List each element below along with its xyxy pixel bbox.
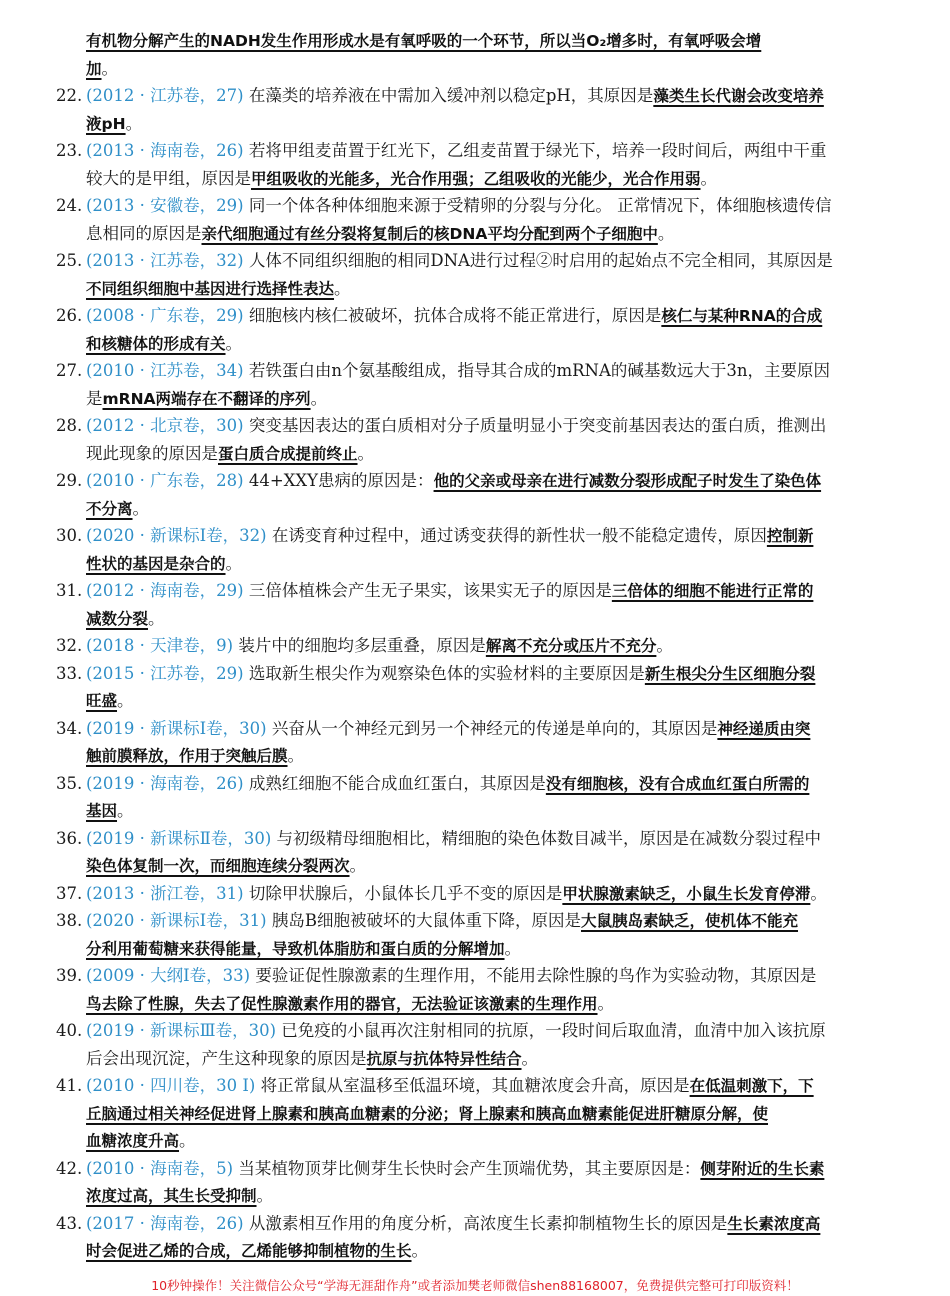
text-line: [56, 1100, 892, 1128]
question-text: 。: [700, 168, 718, 188]
question-number: 42.: [56, 1158, 83, 1178]
question-text: 。: [287, 746, 305, 765]
question-item: [56, 715, 892, 770]
answer-text: 丘脑通过相关神经促进肾上腺素和胰高血糖素的分泌；肾上腺素和胰高血糖素能促进肝糖原分解，使: [86, 1104, 769, 1123]
question-number: 35.: [56, 773, 83, 793]
question-number: 36.: [56, 828, 83, 848]
answer-text: 解离不充分或压片不充分: [485, 637, 657, 655]
text-line: [56, 302, 892, 330]
question-number: 24.: [56, 196, 83, 215]
question-item: [56, 82, 892, 137]
question-text: 。: [521, 1048, 539, 1068]
question-number: 25.: [56, 251, 83, 270]
answer-text: 分利用葡萄糖来获得能量，导致机体脂肪和蛋白质的分解增加: [86, 939, 505, 958]
question-item: [56, 357, 892, 412]
text-line: [56, 660, 892, 688]
text-line: [56, 1127, 892, 1155]
question-text: 兴奋从一个神经元到另一个神经元的传递是单向的，其原因是: [266, 718, 718, 738]
question-text: 。: [810, 883, 827, 903]
question-text: 。: [125, 113, 143, 133]
answer-text: 旺盛: [86, 692, 118, 710]
source-citation: (2019 · 海南卷，26): [86, 773, 244, 793]
text-line: [56, 220, 892, 248]
question-item: [56, 192, 892, 247]
question-number: 41.: [56, 1076, 83, 1095]
question-text: 切除甲状腺后，小鼠体长几乎不变的原因是: [243, 883, 563, 903]
answer-text: 新生根尖分生区细胞分裂: [644, 664, 816, 683]
text-line: [86, 55, 892, 83]
question-item: [56, 247, 892, 302]
answer-text: 抗原与抗体特异性结合: [366, 1049, 522, 1068]
question-number: 43.: [56, 1213, 83, 1233]
source-citation: (2013 · 海南卷，26): [86, 141, 244, 160]
source-citation: (2008 · 广东卷，29): [86, 306, 244, 325]
question-number: 28.: [56, 416, 83, 435]
question-number: 27.: [56, 361, 83, 380]
source-citation: (2010 · 四川卷，30 Ⅰ): [86, 1076, 256, 1095]
source-citation: (2010 · 广东卷，28): [86, 471, 244, 490]
source-citation: (2009 · 大纲Ⅰ卷，33): [86, 966, 251, 985]
question-number: 34.: [56, 718, 83, 738]
question-text: 在诱变育种过程中，通过诱变获得的新性状一般不能稳定遗传，原因: [266, 526, 767, 545]
answer-text: 没有细胞核，没有合成血红蛋白所需的: [545, 774, 810, 793]
text-line: [56, 605, 892, 633]
question-text: 与初级精母细胞相比，精细胞的染色体数目减半，原因是在减数分裂过程中: [271, 828, 822, 848]
question-item: [56, 632, 892, 660]
source-citation: (2017 · 海南卷，26): [86, 1213, 244, 1233]
text-line: [56, 412, 892, 440]
question-text: 细胞核内核仁被破坏，抗体合成将不能正常进行，原因是: [243, 306, 662, 325]
question-text: 。: [310, 388, 328, 408]
question-text: 。: [117, 691, 134, 710]
question-item: [56, 962, 892, 1017]
question-number: 32.: [56, 636, 83, 655]
question-item: [56, 1155, 892, 1210]
question-text: 。: [179, 1131, 196, 1150]
question-text: 装片中的细胞均多层重叠，原因是: [233, 636, 486, 655]
answer-text: 三倍体的细胞不能进行正常的: [611, 582, 814, 600]
source-citation: (2019 · 新课标Ⅲ卷，30): [86, 1021, 277, 1040]
text-line: [56, 770, 892, 798]
text-line: [56, 275, 892, 303]
question-item: [56, 302, 892, 357]
answer-text: 甲状腺激素缺乏，小鼠生长发育停滞: [562, 884, 811, 903]
source-citation: (2013 · 浙江卷，31): [86, 883, 244, 903]
question-text: 已免疫的小鼠再次注射相同的抗原，一段时间后取血清，血清中加入该抗原: [276, 1021, 826, 1040]
question-text: 同一个体各种体细胞来源于受精卵的分裂与分化。 正常情况下，体细胞核遗传信: [243, 196, 832, 215]
source-citation: (2013 · 江苏卷，32): [86, 251, 244, 270]
lead-continuation: [56, 27, 892, 82]
source-citation: (2013 · 安徽卷，29): [86, 196, 244, 215]
question-text: 。: [148, 608, 165, 628]
text-line: [56, 797, 892, 825]
text-line: [56, 935, 892, 963]
question-text: 在藻类的培养液在中需加入缓冲剂以稳定pH，其原因是: [243, 86, 654, 105]
text-line: [56, 137, 892, 165]
question-item: [56, 1210, 892, 1265]
source-citation: (2018 · 天津卷，9): [86, 636, 234, 655]
text-line: [56, 192, 892, 220]
source-citation: (2020 · 新课标Ⅰ卷，32): [86, 526, 267, 545]
question-number: 39.: [56, 966, 83, 985]
question-list: [56, 27, 892, 1265]
question-text: 。: [334, 278, 351, 298]
question-item: [56, 412, 892, 467]
question-item: [56, 907, 892, 962]
question-text: 选取新生根尖作为观察染色体的实验材料的主要原因是: [243, 663, 645, 683]
answer-text: 液pH: [86, 114, 126, 133]
source-citation: (2019 · 新课标Ⅰ卷，30): [86, 718, 267, 738]
question-text: 。: [411, 1241, 429, 1260]
question-item: [56, 770, 892, 825]
question-item: [56, 467, 892, 522]
text-line: [56, 632, 892, 660]
source-citation: (2020 · 新课标Ⅰ卷，31): [86, 911, 267, 930]
question-text: 较大的是甲组，原因是: [86, 168, 251, 188]
question-text: 息相同的原因是: [86, 223, 202, 243]
text-line: [56, 1182, 892, 1210]
text-line: [56, 962, 892, 990]
question-number: 22.: [56, 86, 83, 105]
question-item: [56, 825, 892, 880]
answer-text: 他的父亲或母亲在进行减数分裂形成配子时发生了染色体: [433, 472, 822, 490]
text-line: [56, 742, 892, 770]
question-text: 后会出现沉淀，产生这种现象的原因是: [86, 1048, 367, 1068]
text-line: [56, 687, 892, 715]
source-citation: (2012 · 海南卷，29): [86, 581, 244, 600]
source-citation: (2019 · 新课标Ⅱ卷，30): [86, 828, 272, 848]
answer-text: 浓度过高，其生长受抑制: [86, 1187, 257, 1205]
footer-notice: 10秒钟操作！关注微信公众号“学海无涯甜作舟”或者添加樊老师微信shen88168007，免费提供完整可打印版资料！: [151, 1278, 799, 1293]
question-text: 。: [256, 1186, 274, 1205]
source-citation: (2012 · 北京卷，30): [86, 416, 244, 435]
answer-text: 和核糖体的形成有关: [86, 334, 226, 353]
text-line: [56, 247, 892, 275]
source-citation: (2015 · 江苏卷，29): [86, 663, 244, 683]
question-number: 40.: [56, 1021, 83, 1040]
answer-text: 甲组吸收的光能多，光合作用强；乙组吸收的光能少，光合作用弱: [251, 169, 701, 188]
question-number: 38.: [56, 911, 83, 930]
question-text: 若铁蛋白由n个氨基酸组成，指导其合成的mRNA的碱基数远大于3n，主要原因: [243, 361, 831, 380]
question-text: 成熟红细胞不能合成血红蛋白，其原因是: [243, 773, 546, 793]
question-text: 。: [101, 58, 119, 78]
text-line: [86, 27, 892, 55]
text-line: [56, 165, 892, 193]
question-text: 。: [225, 333, 243, 353]
question-text: 要验证促性腺激素的生理作用，不能用去除性腺的鸟作为实验动物，其原因是: [250, 966, 817, 985]
answer-text: 血糖浓度升高: [86, 1132, 180, 1150]
answer-text: 染色体复制一次，而细胞连续分裂两次: [86, 857, 350, 875]
text-line: [56, 1072, 892, 1100]
question-text: 从激素相互作用的角度分析，高浓度生长素抑制植物生长的原因是: [243, 1213, 728, 1233]
text-line: [56, 440, 892, 468]
text-line: [56, 825, 892, 853]
answer-text: 有机物分解产生的NADH发生作用形成水是有氧呼吸的一个环节，所以当O₂增多时，有氧呼吸会增: [86, 32, 762, 50]
text-line: [56, 467, 892, 495]
text-line: [56, 1045, 892, 1073]
answer-text: 不同组织细胞中基因进行选择性表达: [86, 279, 335, 298]
question-text: 。: [597, 993, 615, 1013]
answer-text: 加: [86, 59, 102, 78]
answer-text: 大鼠胰岛素缺乏，使机体不能充: [581, 912, 799, 930]
question-number: 29.: [56, 471, 83, 490]
question-text: 44+XXY患病的原因是：: [243, 471, 434, 490]
question-text: 。: [225, 553, 243, 573]
text-line: [56, 907, 892, 935]
answer-text: 时会促进乙烯的合成，乙烯能够抑制植物的生长: [86, 1242, 412, 1260]
answer-text: 神经递质由突: [717, 719, 811, 738]
answer-text: 藻类生长代谢会改变培养: [653, 87, 824, 105]
text-line: [56, 577, 892, 605]
answer-text: 性状的基因是杂合的: [86, 554, 226, 573]
question-text: 。: [132, 498, 150, 518]
question-text: 三倍体植株会产生无子果实，该果实无子的原因是: [243, 581, 612, 600]
question-text: 胰岛B细胞被破坏的大鼠体重下降，原因是: [266, 911, 581, 930]
question-text: 是: [86, 388, 103, 408]
question-number: 30.: [56, 526, 83, 545]
question-item: [56, 660, 892, 715]
question-text: 突变基因表达的蛋白质相对分子质量明显小于突变前基因表达的蛋白质，推测出: [243, 416, 827, 435]
answer-text: 亲代细胞通过有丝分裂将复制后的核DNA平均分配到两个子细胞中: [201, 224, 658, 243]
question-item: [56, 880, 892, 908]
question-item: [56, 1072, 892, 1155]
answer-text: 基因: [86, 802, 118, 820]
source-citation: (2012 · 江苏卷，27): [86, 86, 244, 105]
answer-text: 蛋白质合成提前终止: [218, 444, 358, 463]
question-text: 若将甲组麦苗置于红光下，乙组麦苗置于绿光下，培养一段时间后，两组中干重: [243, 141, 827, 160]
answer-text: 触前膜释放，作用于突触后膜: [86, 747, 288, 765]
answer-text: 控制新: [766, 527, 814, 545]
question-text: 。: [656, 636, 673, 655]
question-text: 当某植物顶芽比侧芽生长快时会产生顶端优势，其主要原因是：: [233, 1158, 701, 1178]
question-item: [56, 522, 892, 577]
question-number: 31.: [56, 581, 83, 600]
question-text: 。: [657, 223, 675, 243]
source-citation: (2010 · 海南卷，5): [86, 1158, 234, 1178]
question-number: 33.: [56, 663, 83, 683]
question-number: 26.: [56, 306, 83, 325]
text-line: [56, 357, 892, 385]
answer-text: 不分离: [86, 499, 133, 518]
question-item: [56, 1017, 892, 1072]
text-line: [56, 1237, 892, 1265]
text-line: [56, 385, 892, 413]
text-line: [56, 495, 892, 523]
answer-text: 生长素浓度高: [727, 1214, 821, 1233]
text-line: [56, 1210, 892, 1238]
text-line: [56, 990, 892, 1018]
question-text: 。: [349, 856, 367, 875]
question-text: 现此现象的原因是: [86, 443, 218, 463]
text-line: [56, 715, 892, 743]
answer-text: 鸟去除了性腺，失去了促性腺激素作用的器官，无法验证该激素的生理作用: [86, 994, 598, 1013]
question-text: 。: [504, 938, 522, 958]
question-number: 37.: [56, 883, 83, 903]
text-line: [56, 1017, 892, 1045]
question-number: 23.: [56, 141, 83, 160]
answer-text: 减数分裂: [86, 609, 149, 628]
source-citation: (2010 · 江苏卷，34): [86, 361, 244, 380]
text-line: [56, 522, 892, 550]
answer-text: mRNA两端存在不翻译的序列: [102, 389, 311, 408]
text-line: [56, 330, 892, 358]
answer-text: 核仁与某种RNA的合成: [661, 307, 823, 325]
text-line: [56, 1155, 892, 1183]
text-line: [56, 110, 892, 138]
question-item: [56, 577, 892, 632]
text-line: [56, 852, 892, 880]
question-text: 将正常鼠从室温移至低温环境，其血糖浓度会升高，原因是: [255, 1076, 690, 1095]
question-text: 人体不同组织细胞的相同DNA进行过程②时启用的起始点不完全相同，其原因是: [243, 251, 833, 270]
question-item: [56, 137, 892, 192]
text-line: [56, 82, 892, 110]
text-line: [56, 550, 892, 578]
question-text: 。: [357, 443, 375, 463]
text-line: [56, 880, 892, 908]
answer-text: 在低温刺激下，下: [689, 1077, 814, 1095]
question-text: 。: [117, 801, 134, 820]
answer-text: 侧芽附近的生长素: [700, 1159, 825, 1178]
